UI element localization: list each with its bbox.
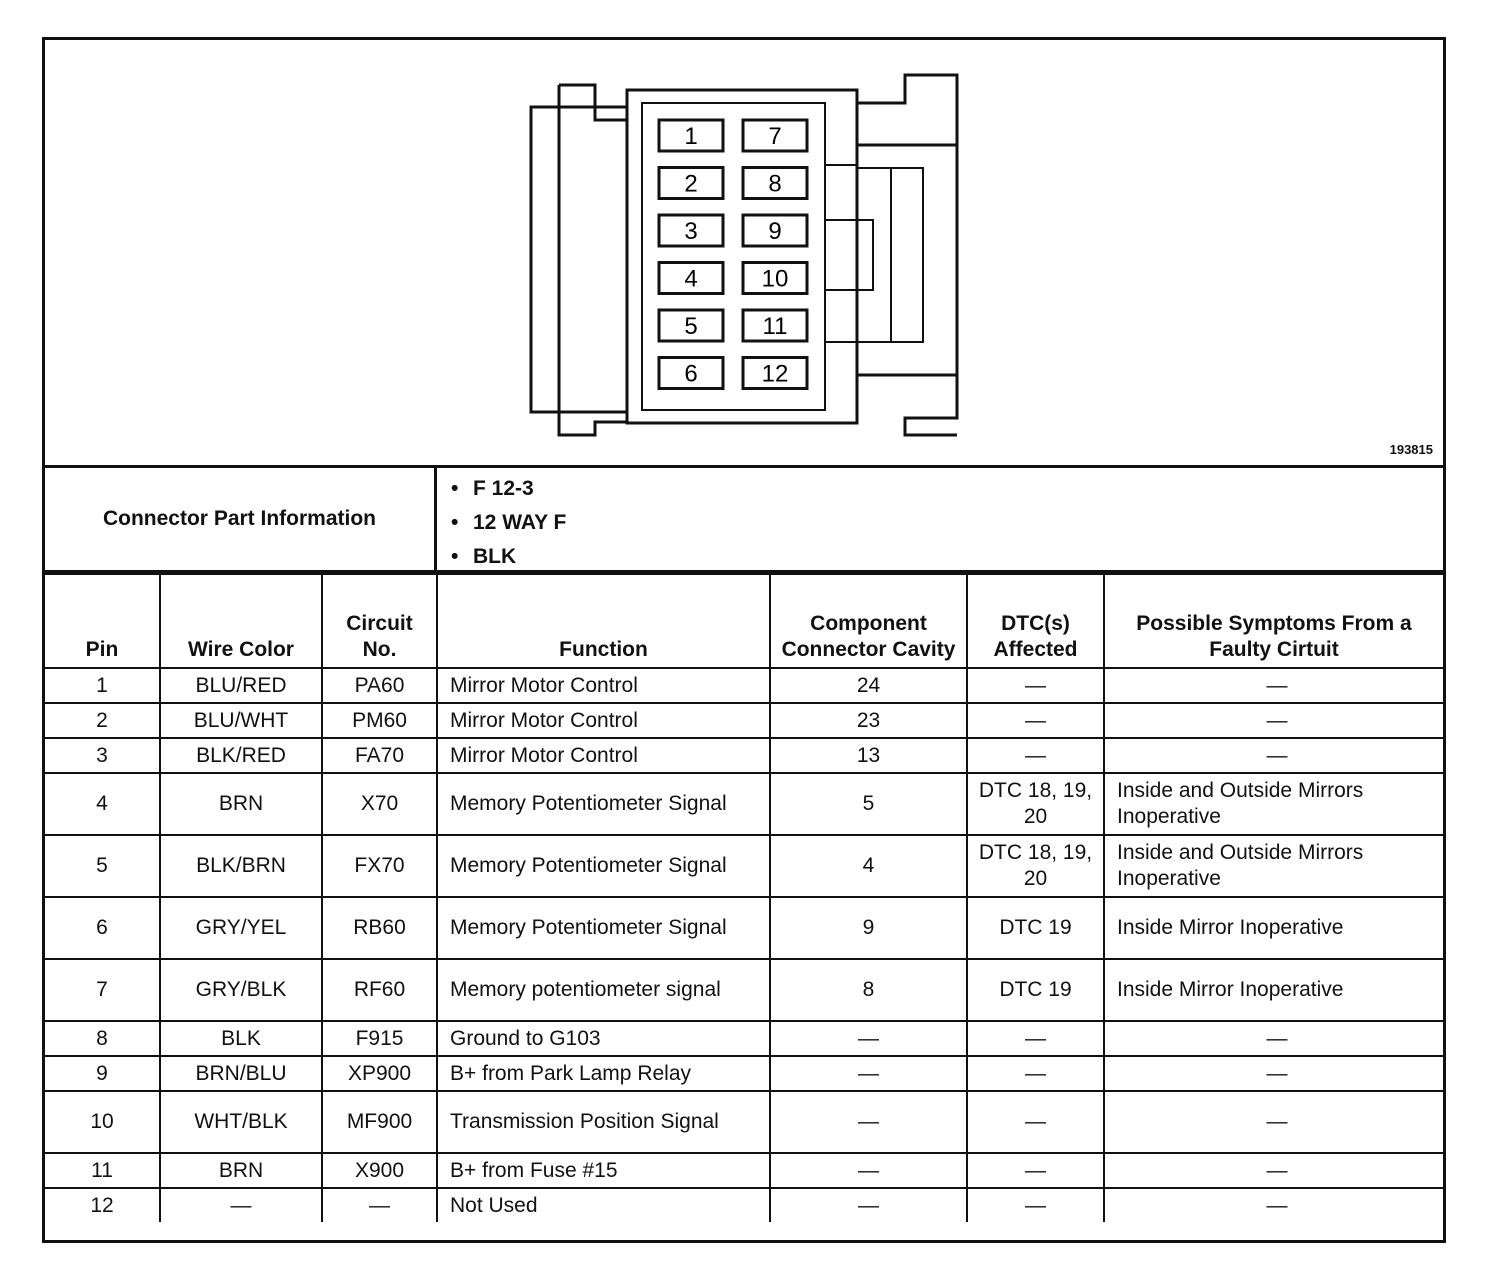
table-row xyxy=(45,897,1443,959)
cell-pin: 9 xyxy=(45,1056,160,1091)
cell-dtc: DTC 18, 19, 20 xyxy=(967,835,1104,897)
cell-wire-color: WHT/BLK xyxy=(160,1091,322,1153)
cell-symptoms: Inside Mirror Inoperative xyxy=(1104,897,1443,959)
cell-symptoms: — xyxy=(1104,1021,1443,1056)
pin-cavity-number: 5 xyxy=(684,313,698,340)
cell-symptoms: — xyxy=(1104,738,1443,773)
cell-dtc: — xyxy=(967,1021,1104,1056)
cell-wire-color: BLK/BRN xyxy=(160,835,322,897)
cell-wire-color: BLK xyxy=(160,1021,322,1056)
table-row xyxy=(45,1153,1443,1188)
cell-cavity: — xyxy=(770,1091,967,1153)
pin-cavity-number: 2 xyxy=(684,170,698,198)
cell-symptoms: — xyxy=(1104,1153,1443,1188)
cell-pin: 12 xyxy=(45,1188,160,1222)
part-info-item: • F 12-3 xyxy=(473,472,566,506)
cell-dtc: — xyxy=(967,1188,1104,1222)
cell-dtc: DTC 19 xyxy=(967,897,1104,959)
cell-pin: 4 xyxy=(45,773,160,835)
housing-inner xyxy=(642,103,825,410)
cell-circuit-no: FX70 xyxy=(322,835,437,897)
header-cavity: Component Connector Cavity xyxy=(770,574,967,668)
cell-circuit-no: — xyxy=(322,1188,437,1222)
cell-cavity: — xyxy=(770,1188,967,1222)
cell-circuit-no: F915 xyxy=(322,1021,437,1056)
cell-symptoms: Inside and Outside Mirrors Inoperative xyxy=(1104,773,1443,835)
cell-circuit-no: PA60 xyxy=(322,668,437,703)
cell-symptoms: Inside and Outside Mirrors Inoperative xyxy=(1104,835,1443,897)
pin-cavity-number: 7 xyxy=(768,123,782,150)
connector-part-information xyxy=(45,465,1443,573)
cell-pin: 8 xyxy=(45,1021,160,1056)
cell-function: Ground to G103 xyxy=(437,1021,770,1056)
table-row xyxy=(45,835,1443,897)
cell-wire-color: GRY/YEL xyxy=(160,897,322,959)
cell-cavity: 9 xyxy=(770,897,967,959)
cell-function: Mirror Motor Control xyxy=(437,738,770,773)
header-wire-color: Wire Color xyxy=(160,574,322,668)
cell-cavity: 24 xyxy=(770,668,967,703)
cell-wire-color: BRN xyxy=(160,773,322,835)
cell-symptoms: — xyxy=(1104,703,1443,738)
pin-cavity-number: 6 xyxy=(684,360,698,388)
cell-circuit-no: RB60 xyxy=(322,897,437,959)
pinout-table xyxy=(45,573,1443,1222)
cell-function: B+ from Park Lamp Relay xyxy=(437,1056,770,1091)
right-latch-bottom xyxy=(857,375,957,435)
cell-function: Mirror Motor Control xyxy=(437,703,770,738)
cell-wire-color: BLK/RED xyxy=(160,738,322,773)
cell-symptoms: — xyxy=(1104,668,1443,703)
table-row xyxy=(45,1091,1443,1153)
cell-pin: 1 xyxy=(45,668,160,703)
cell-function: Mirror Motor Control xyxy=(437,668,770,703)
cell-wire-color: BLU/WHT xyxy=(160,703,322,738)
part-info-list xyxy=(437,472,566,574)
cell-dtc: — xyxy=(967,1091,1104,1153)
cell-function: Memory Potentiometer Signal xyxy=(437,835,770,897)
cell-wire-color: BRN/BLU xyxy=(160,1056,322,1091)
cell-dtc: DTC 19 xyxy=(967,959,1104,1021)
cell-function: B+ from Fuse #15 xyxy=(437,1153,770,1188)
cell-wire-color: GRY/BLK xyxy=(160,959,322,1021)
right-latch-top xyxy=(857,75,957,145)
cell-wire-color: — xyxy=(160,1188,322,1222)
table-row xyxy=(45,703,1443,738)
table-row xyxy=(45,668,1443,703)
part-info-label: Connector Part Information xyxy=(45,468,437,570)
cell-wire-color: BRN xyxy=(160,1153,322,1188)
table-row xyxy=(45,773,1443,835)
cell-function: Memory potentiometer signal xyxy=(437,959,770,1021)
pin-cavity-number: 12 xyxy=(761,360,789,388)
part-info-item: • 12 WAY F xyxy=(473,506,566,540)
cell-function: Memory Potentiometer Signal xyxy=(437,773,770,835)
header-circuit-no: Circuit No. xyxy=(322,574,437,668)
part-info-item: • BLK xyxy=(473,540,566,574)
cell-circuit-no: X70 xyxy=(322,773,437,835)
cell-cavity: 8 xyxy=(770,959,967,1021)
cell-symptoms: Inside Mirror Inoperative xyxy=(1104,959,1443,1021)
cell-function: Not Used xyxy=(437,1188,770,1222)
cell-pin: 2 xyxy=(45,703,160,738)
cell-cavity: 5 xyxy=(770,773,967,835)
cell-pin: 5 xyxy=(45,835,160,897)
cell-circuit-no: RF60 xyxy=(322,959,437,1021)
cell-cavity: — xyxy=(770,1021,967,1056)
table-row xyxy=(45,738,1443,773)
cell-pin: 6 xyxy=(45,897,160,959)
cell-pin: 11 xyxy=(45,1153,160,1188)
pin-cavity-number: 10 xyxy=(761,265,789,293)
cell-cavity: — xyxy=(770,1056,967,1091)
cell-dtc: DTC 18, 19, 20 xyxy=(967,773,1104,835)
cell-circuit-no: MF900 xyxy=(322,1091,437,1153)
connector-sheet xyxy=(42,37,1446,1243)
left-latch-top xyxy=(559,85,627,120)
cell-pin: 7 xyxy=(45,959,160,1021)
table-row xyxy=(45,959,1443,1021)
cell-dtc: — xyxy=(967,668,1104,703)
cell-symptoms: — xyxy=(1104,1188,1443,1222)
cell-dtc: — xyxy=(967,703,1104,738)
cell-function: Memory Potentiometer Signal xyxy=(437,897,770,959)
table-row xyxy=(45,1021,1443,1056)
table-row xyxy=(45,1056,1443,1091)
cell-cavity: — xyxy=(770,1153,967,1188)
cell-cavity: 13 xyxy=(770,738,967,773)
cell-symptoms: — xyxy=(1104,1091,1443,1153)
connector-face-drawing xyxy=(45,40,1443,465)
cell-dtc: — xyxy=(967,1056,1104,1091)
header-symptoms: Possible Symptoms From a Faulty Cirtuit xyxy=(1104,574,1443,668)
pin-cavity-number: 8 xyxy=(768,170,782,198)
center-key xyxy=(825,220,873,290)
connector-diagram xyxy=(45,40,1443,465)
pin-cavity-number: 1 xyxy=(684,123,698,150)
cell-cavity: 4 xyxy=(770,835,967,897)
cell-dtc: — xyxy=(967,738,1104,773)
cell-pin: 3 xyxy=(45,738,160,773)
pin-cavity-number: 4 xyxy=(684,265,698,293)
pin-cavity-number: 9 xyxy=(768,218,782,245)
cell-cavity: 23 xyxy=(770,703,967,738)
cell-pin: 10 xyxy=(45,1091,160,1153)
header-dtc: DTC(s) Affected xyxy=(967,574,1104,668)
cell-circuit-no: FA70 xyxy=(322,738,437,773)
pin-cavity-number: 11 xyxy=(762,313,788,340)
figure-id: 193815 xyxy=(1389,442,1433,457)
header-function: Function xyxy=(437,574,770,668)
cell-circuit-no: PM60 xyxy=(322,703,437,738)
cell-wire-color: BLU/RED xyxy=(160,668,322,703)
cell-dtc: — xyxy=(967,1153,1104,1188)
table-row xyxy=(45,1188,1443,1222)
cell-function: Transmission Position Signal xyxy=(437,1091,770,1153)
cell-symptoms: — xyxy=(1104,1056,1443,1091)
cell-circuit-no: XP900 xyxy=(322,1056,437,1091)
header-pin: Pin xyxy=(45,574,160,668)
pin-cavity-number: 3 xyxy=(684,218,698,245)
table-header-row xyxy=(45,574,1443,668)
cell-circuit-no: X900 xyxy=(322,1153,437,1188)
left-latch-rail xyxy=(559,85,627,435)
left-latch-outer xyxy=(531,107,627,412)
